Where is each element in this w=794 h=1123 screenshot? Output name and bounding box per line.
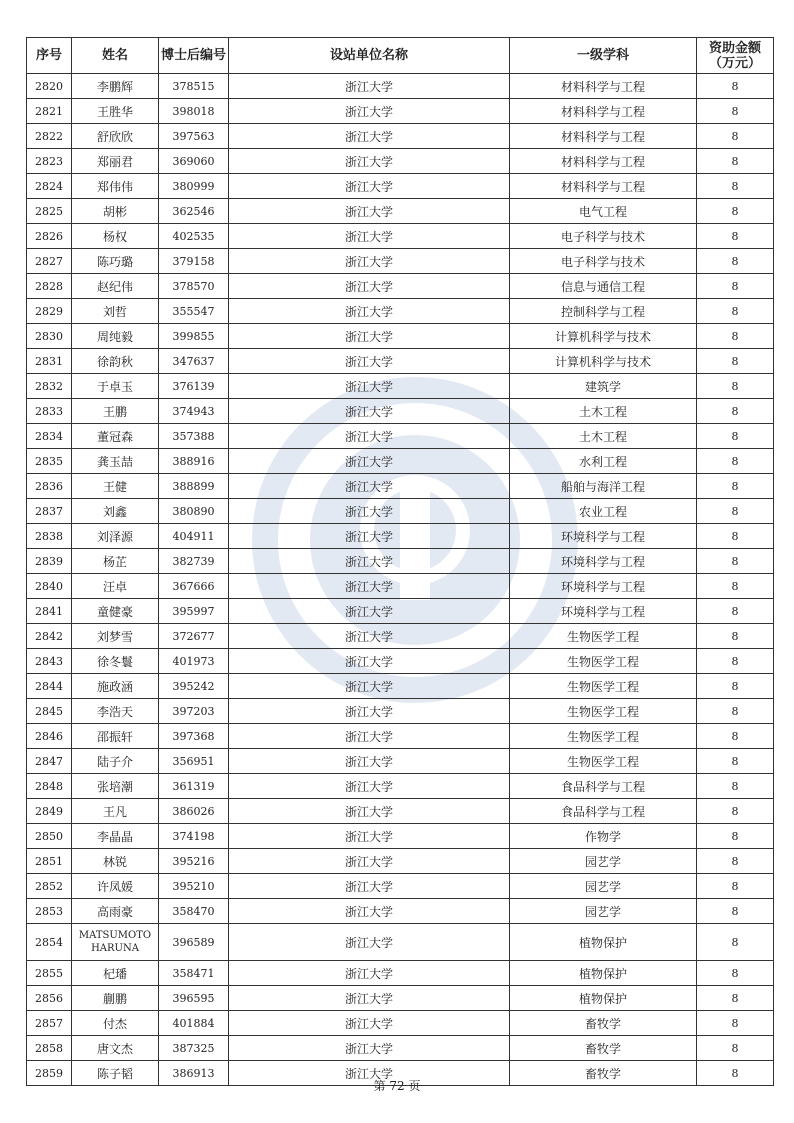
cell-discipline: 计算机科学与技术 [510, 349, 697, 374]
cell-postdoc-id: 380890 [159, 499, 229, 524]
cell-amount: 8 [697, 799, 774, 824]
cell-amount: 8 [697, 424, 774, 449]
cell-name: 唐文杰 [72, 1036, 159, 1061]
cell-amount: 8 [697, 74, 774, 99]
cell-postdoc-id: 382739 [159, 549, 229, 574]
cell-postdoc-id: 372677 [159, 624, 229, 649]
cell-postdoc-id: 396595 [159, 986, 229, 1011]
cell-seq: 2838 [27, 524, 72, 549]
table-row [27, 199, 774, 224]
cell-institution: 浙江大学 [229, 849, 510, 874]
cell-name: 郑伟伟 [72, 174, 159, 199]
cell-institution: 浙江大学 [229, 124, 510, 149]
cell-amount: 8 [697, 986, 774, 1011]
cell-institution: 浙江大学 [229, 199, 510, 224]
cell-discipline: 环境科学与工程 [510, 574, 697, 599]
table-row [27, 699, 774, 724]
cell-seq: 2855 [27, 961, 72, 986]
cell-institution: 浙江大学 [229, 149, 510, 174]
cell-institution: 浙江大学 [229, 961, 510, 986]
cell-institution: 浙江大学 [229, 799, 510, 824]
cell-amount: 8 [697, 149, 774, 174]
cell-seq: 2851 [27, 849, 72, 874]
cell-postdoc-id: 374198 [159, 824, 229, 849]
cell-name: 童健豪 [72, 599, 159, 624]
cell-discipline: 食品科学与工程 [510, 774, 697, 799]
cell-amount: 8 [697, 174, 774, 199]
cell-postdoc-id: 380999 [159, 174, 229, 199]
cell-postdoc-id: 379158 [159, 249, 229, 274]
cell-seq: 2842 [27, 624, 72, 649]
cell-seq: 2853 [27, 899, 72, 924]
cell-postdoc-id: 395242 [159, 674, 229, 699]
cell-postdoc-id: 367666 [159, 574, 229, 599]
cell-name: 舒欣欣 [72, 124, 159, 149]
cell-seq: 2836 [27, 474, 72, 499]
cell-postdoc-id: 369060 [159, 149, 229, 174]
cell-name: MATSUMOTO HARUNA [72, 924, 159, 961]
cell-amount: 8 [697, 874, 774, 899]
cell-discipline: 材料科学与工程 [510, 174, 697, 199]
cell-seq: 2859 [27, 1061, 72, 1086]
cell-discipline: 电子科学与技术 [510, 249, 697, 274]
cell-name: 王鹏 [72, 399, 159, 424]
cell-seq: 2840 [27, 574, 72, 599]
cell-seq: 2847 [27, 749, 72, 774]
cell-postdoc-id: 357388 [159, 424, 229, 449]
cell-institution: 浙江大学 [229, 449, 510, 474]
cell-seq: 2857 [27, 1011, 72, 1036]
header-discipline: 一级学科 [510, 38, 697, 74]
cell-postdoc-id: 347637 [159, 349, 229, 374]
table-row [27, 624, 774, 649]
table-row [27, 374, 774, 399]
table-row [27, 961, 774, 986]
table-row [27, 574, 774, 599]
cell-name: 汪卓 [72, 574, 159, 599]
cell-amount: 8 [697, 774, 774, 799]
cell-institution: 浙江大学 [229, 499, 510, 524]
cell-postdoc-id: 376139 [159, 374, 229, 399]
cell-name: 王凡 [72, 799, 159, 824]
cell-postdoc-id: 387325 [159, 1036, 229, 1061]
cell-postdoc-id: 378515 [159, 74, 229, 99]
cell-institution: 浙江大学 [229, 174, 510, 199]
cell-postdoc-id: 401884 [159, 1011, 229, 1036]
cell-name: 陆子介 [72, 749, 159, 774]
cell-discipline: 土木工程 [510, 399, 697, 424]
cell-seq: 2845 [27, 699, 72, 724]
cell-amount: 8 [697, 574, 774, 599]
cell-postdoc-id: 362546 [159, 199, 229, 224]
cell-seq: 2849 [27, 799, 72, 824]
cell-institution: 浙江大学 [229, 649, 510, 674]
cell-seq: 2852 [27, 874, 72, 899]
cell-seq: 2846 [27, 724, 72, 749]
cell-amount: 8 [697, 474, 774, 499]
fund-recipient-table [26, 37, 774, 1086]
cell-discipline: 植物保护 [510, 924, 697, 961]
cell-discipline: 生物医学工程 [510, 649, 697, 674]
cell-name: 刘哲 [72, 299, 159, 324]
cell-discipline: 材料科学与工程 [510, 74, 697, 99]
cell-seq: 2841 [27, 599, 72, 624]
cell-seq: 2843 [27, 649, 72, 674]
cell-name: 刘泽源 [72, 524, 159, 549]
cell-institution: 浙江大学 [229, 1036, 510, 1061]
cell-name: 赵纪伟 [72, 274, 159, 299]
table-row [27, 724, 774, 749]
cell-name: 王胜华 [72, 99, 159, 124]
cell-institution: 浙江大学 [229, 324, 510, 349]
cell-seq: 2837 [27, 499, 72, 524]
cell-discipline: 畜牧学 [510, 1061, 697, 1086]
table-row [27, 174, 774, 199]
cell-amount: 8 [697, 699, 774, 724]
cell-name: 董冠森 [72, 424, 159, 449]
cell-seq: 2825 [27, 199, 72, 224]
cell-seq: 2844 [27, 674, 72, 699]
cell-institution: 浙江大学 [229, 299, 510, 324]
cell-name: 杞璠 [72, 961, 159, 986]
table-row [27, 474, 774, 499]
cell-seq: 2821 [27, 99, 72, 124]
cell-name: 刘鑫 [72, 499, 159, 524]
cell-institution: 浙江大学 [229, 574, 510, 599]
cell-discipline: 农业工程 [510, 499, 697, 524]
cell-amount: 8 [697, 1011, 774, 1036]
header-postdoc-id: 博士后编号 [159, 38, 229, 74]
cell-institution: 浙江大学 [229, 424, 510, 449]
cell-discipline: 建筑学 [510, 374, 697, 399]
cell-amount: 8 [697, 399, 774, 424]
cell-seq: 2826 [27, 224, 72, 249]
cell-name: 李晶晶 [72, 824, 159, 849]
cell-postdoc-id: 388916 [159, 449, 229, 474]
cell-name: 刘梦雪 [72, 624, 159, 649]
cell-seq: 2824 [27, 174, 72, 199]
cell-postdoc-id: 397563 [159, 124, 229, 149]
cell-seq: 2823 [27, 149, 72, 174]
cell-discipline: 计算机科学与技术 [510, 324, 697, 349]
cell-amount: 8 [697, 849, 774, 874]
table-row [27, 124, 774, 149]
cell-discipline: 环境科学与工程 [510, 599, 697, 624]
cell-discipline: 材料科学与工程 [510, 99, 697, 124]
cell-amount: 8 [697, 724, 774, 749]
cell-discipline: 生物医学工程 [510, 724, 697, 749]
cell-postdoc-id: 399855 [159, 324, 229, 349]
cell-name: 陈子韬 [72, 1061, 159, 1086]
cell-institution: 浙江大学 [229, 874, 510, 899]
table-row [27, 674, 774, 699]
cell-postdoc-id: 361319 [159, 774, 229, 799]
cell-postdoc-id: 355547 [159, 299, 229, 324]
cell-name: 陈巧璐 [72, 249, 159, 274]
cell-amount: 8 [697, 524, 774, 549]
table-row [27, 899, 774, 924]
cell-name: 杨权 [72, 224, 159, 249]
cell-institution: 浙江大学 [229, 599, 510, 624]
cell-seq: 2858 [27, 1036, 72, 1061]
cell-discipline: 生物医学工程 [510, 699, 697, 724]
cell-postdoc-id: 397203 [159, 699, 229, 724]
table-row [27, 499, 774, 524]
cell-postdoc-id: 395210 [159, 874, 229, 899]
cell-seq: 2828 [27, 274, 72, 299]
table-row [27, 824, 774, 849]
cell-institution: 浙江大学 [229, 674, 510, 699]
cell-discipline: 植物保护 [510, 961, 697, 986]
cell-postdoc-id: 398018 [159, 99, 229, 124]
cell-seq: 2829 [27, 299, 72, 324]
cell-seq: 2833 [27, 399, 72, 424]
cell-amount: 8 [697, 549, 774, 574]
table-row [27, 986, 774, 1011]
table-row [27, 1011, 774, 1036]
cell-institution: 浙江大学 [229, 274, 510, 299]
cell-institution: 浙江大学 [229, 549, 510, 574]
cell-postdoc-id: 395216 [159, 849, 229, 874]
cell-seq: 2827 [27, 249, 72, 274]
cell-institution: 浙江大学 [229, 824, 510, 849]
cell-discipline: 生物医学工程 [510, 749, 697, 774]
cell-amount: 8 [697, 274, 774, 299]
header-amount: 资助金额（万元） [697, 38, 774, 74]
table-header-row [27, 38, 774, 74]
cell-discipline: 作物学 [510, 824, 697, 849]
cell-amount: 8 [697, 124, 774, 149]
cell-name: 徐冬鬟 [72, 649, 159, 674]
cell-name: 李鹏辉 [72, 74, 159, 99]
table-row [27, 449, 774, 474]
cell-seq: 2820 [27, 74, 72, 99]
cell-discipline: 园艺学 [510, 849, 697, 874]
cell-seq: 2834 [27, 424, 72, 449]
cell-discipline: 生物医学工程 [510, 624, 697, 649]
cell-seq: 2832 [27, 374, 72, 399]
cell-amount: 8 [697, 961, 774, 986]
cell-amount: 8 [697, 499, 774, 524]
cell-amount: 8 [697, 299, 774, 324]
cell-amount: 8 [697, 924, 774, 961]
table-row [27, 324, 774, 349]
header-seq: 序号 [27, 38, 72, 74]
cell-name: 于卓玉 [72, 374, 159, 399]
cell-postdoc-id: 356951 [159, 749, 229, 774]
cell-name: 邵振轩 [72, 724, 159, 749]
cell-institution: 浙江大学 [229, 374, 510, 399]
table-row [27, 99, 774, 124]
header-name: 姓名 [72, 38, 159, 74]
cell-amount: 8 [697, 224, 774, 249]
cell-discipline: 控制科学与工程 [510, 299, 697, 324]
table-row [27, 299, 774, 324]
table-row [27, 924, 774, 961]
cell-institution: 浙江大学 [229, 724, 510, 749]
cell-name: 王健 [72, 474, 159, 499]
cell-name: 张培潮 [72, 774, 159, 799]
cell-discipline: 水利工程 [510, 449, 697, 474]
table-row [27, 599, 774, 624]
cell-amount: 8 [697, 899, 774, 924]
cell-institution: 浙江大学 [229, 349, 510, 374]
table-row [27, 849, 774, 874]
table-row [27, 349, 774, 374]
cell-discipline: 畜牧学 [510, 1011, 697, 1036]
cell-seq: 2854 [27, 924, 72, 961]
cell-amount: 8 [697, 649, 774, 674]
cell-amount: 8 [697, 324, 774, 349]
table-row [27, 224, 774, 249]
cell-discipline: 食品科学与工程 [510, 799, 697, 824]
table-row [27, 774, 774, 799]
cell-institution: 浙江大学 [229, 99, 510, 124]
cell-amount: 8 [697, 449, 774, 474]
table-row [27, 749, 774, 774]
cell-amount: 8 [697, 674, 774, 699]
cell-amount: 8 [697, 599, 774, 624]
cell-institution: 浙江大学 [229, 1011, 510, 1036]
cell-amount: 8 [697, 349, 774, 374]
cell-name: 付杰 [72, 1011, 159, 1036]
cell-seq: 2835 [27, 449, 72, 474]
cell-institution: 浙江大学 [229, 74, 510, 99]
cell-amount: 8 [697, 1036, 774, 1061]
cell-institution: 浙江大学 [229, 249, 510, 274]
cell-postdoc-id: 401973 [159, 649, 229, 674]
cell-institution: 浙江大学 [229, 399, 510, 424]
table-row [27, 424, 774, 449]
table-row [27, 399, 774, 424]
cell-postdoc-id: 358471 [159, 961, 229, 986]
cell-postdoc-id: 378570 [159, 274, 229, 299]
cell-discipline: 材料科学与工程 [510, 149, 697, 174]
header-institution: 设站单位名称 [229, 38, 510, 74]
table-row [27, 799, 774, 824]
cell-discipline: 土木工程 [510, 424, 697, 449]
cell-institution: 浙江大学 [229, 699, 510, 724]
cell-discipline: 船舶与海洋工程 [510, 474, 697, 499]
cell-postdoc-id: 404911 [159, 524, 229, 549]
cell-institution: 浙江大学 [229, 899, 510, 924]
cell-institution: 浙江大学 [229, 524, 510, 549]
cell-postdoc-id: 397368 [159, 724, 229, 749]
cell-name: 施政涵 [72, 674, 159, 699]
cell-discipline: 环境科学与工程 [510, 524, 697, 549]
cell-discipline: 环境科学与工程 [510, 549, 697, 574]
cell-postdoc-id: 395997 [159, 599, 229, 624]
cell-postdoc-id: 386913 [159, 1061, 229, 1086]
cell-institution: 浙江大学 [229, 224, 510, 249]
cell-discipline: 电气工程 [510, 199, 697, 224]
cell-name: 龚玉喆 [72, 449, 159, 474]
cell-name: 杨芷 [72, 549, 159, 574]
cell-name: 郑丽君 [72, 149, 159, 174]
cell-discipline: 园艺学 [510, 899, 697, 924]
cell-seq: 2822 [27, 124, 72, 149]
table-row [27, 274, 774, 299]
cell-institution: 浙江大学 [229, 774, 510, 799]
cell-institution: 浙江大学 [229, 1061, 510, 1086]
cell-amount: 8 [697, 749, 774, 774]
cell-postdoc-id: 374943 [159, 399, 229, 424]
cell-postdoc-id: 402535 [159, 224, 229, 249]
cell-postdoc-id: 358470 [159, 899, 229, 924]
table-row [27, 524, 774, 549]
cell-discipline: 材料科学与工程 [510, 124, 697, 149]
table-row [27, 249, 774, 274]
table-row [27, 74, 774, 99]
cell-name: 胡彬 [72, 199, 159, 224]
cell-seq: 2856 [27, 986, 72, 1011]
table-row [27, 149, 774, 174]
cell-seq: 2848 [27, 774, 72, 799]
cell-discipline: 生物医学工程 [510, 674, 697, 699]
cell-institution: 浙江大学 [229, 624, 510, 649]
cell-name: 林锐 [72, 849, 159, 874]
cell-postdoc-id: 388899 [159, 474, 229, 499]
cell-name: 蒯鹏 [72, 986, 159, 1011]
cell-name: 徐韵秋 [72, 349, 159, 374]
cell-seq: 2831 [27, 349, 72, 374]
cell-name: 许凤媛 [72, 874, 159, 899]
cell-institution: 浙江大学 [229, 749, 510, 774]
cell-amount: 8 [697, 99, 774, 124]
cell-institution: 浙江大学 [229, 474, 510, 499]
cell-name: 李浩天 [72, 699, 159, 724]
cell-institution: 浙江大学 [229, 924, 510, 961]
cell-discipline: 信息与通信工程 [510, 274, 697, 299]
cell-amount: 8 [697, 199, 774, 224]
table-row [27, 874, 774, 899]
cell-amount: 8 [697, 249, 774, 274]
cell-seq: 2839 [27, 549, 72, 574]
cell-amount: 8 [697, 624, 774, 649]
cell-discipline: 园艺学 [510, 874, 697, 899]
cell-institution: 浙江大学 [229, 986, 510, 1011]
cell-amount: 8 [697, 1061, 774, 1086]
cell-seq: 2830 [27, 324, 72, 349]
cell-postdoc-id: 386026 [159, 799, 229, 824]
cell-postdoc-id: 396589 [159, 924, 229, 961]
cell-name: 周纯毅 [72, 324, 159, 349]
cell-amount: 8 [697, 824, 774, 849]
cell-seq: 2850 [27, 824, 72, 849]
cell-discipline: 畜牧学 [510, 1036, 697, 1061]
cell-name: 高雨豪 [72, 899, 159, 924]
cell-amount: 8 [697, 374, 774, 399]
cell-discipline: 植物保护 [510, 986, 697, 1011]
table-row [27, 1036, 774, 1061]
table-row [27, 549, 774, 574]
page-number: 第 72 页 [373, 1079, 421, 1093]
cell-discipline: 电子科学与技术 [510, 224, 697, 249]
table-row [27, 649, 774, 674]
